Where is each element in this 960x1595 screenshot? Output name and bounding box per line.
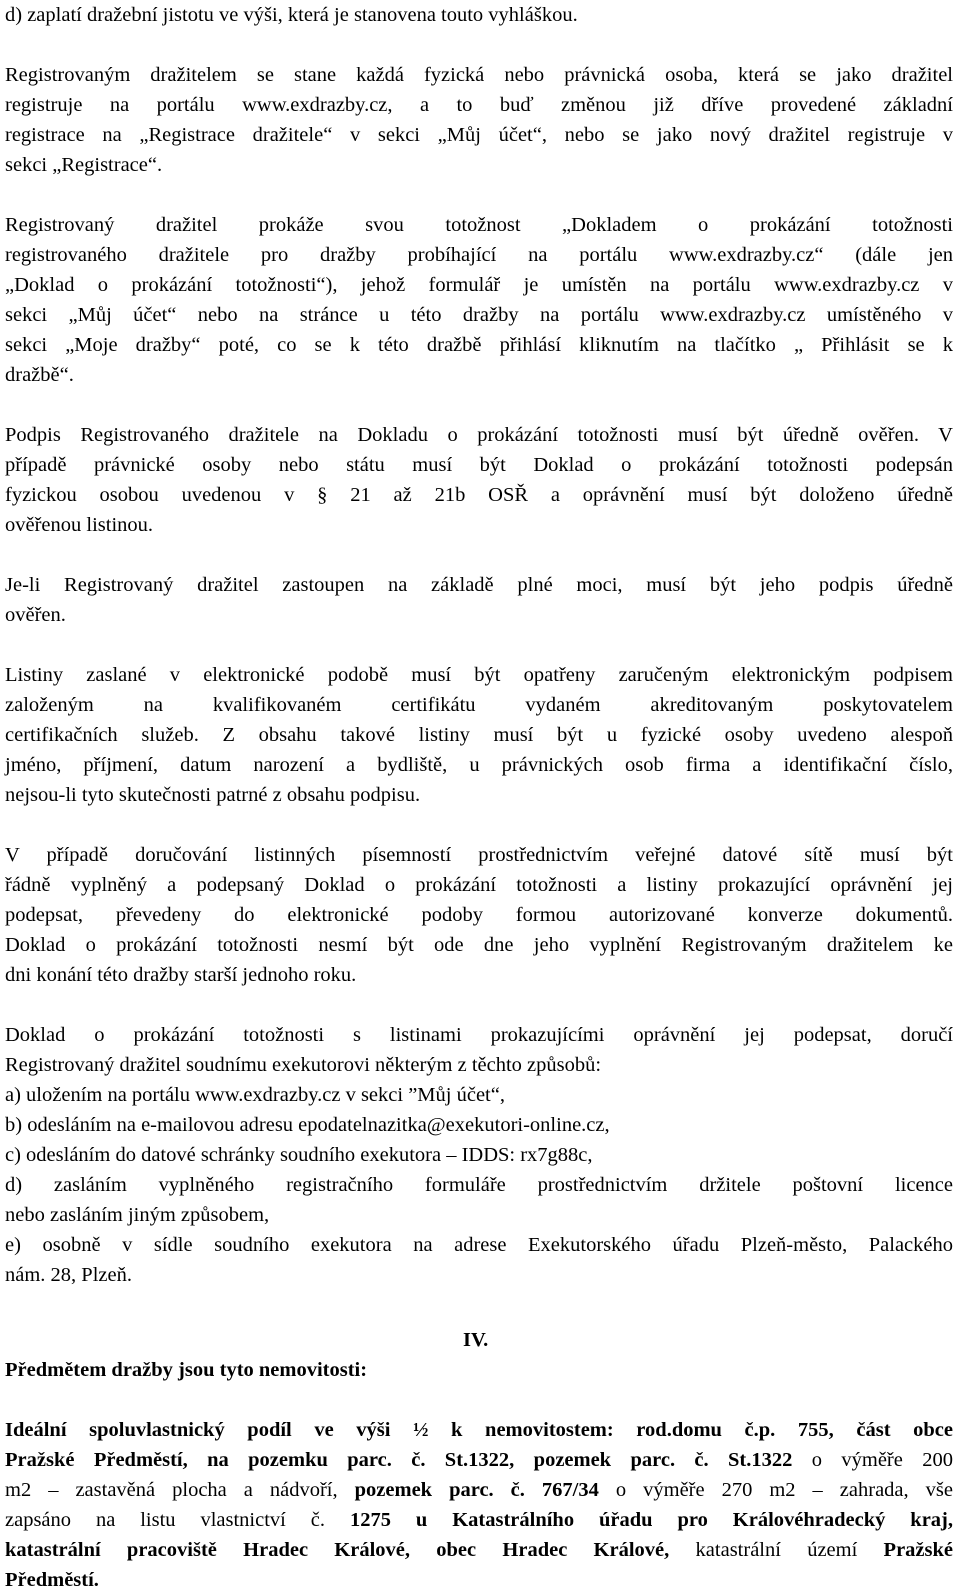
text-normal: o výměře 270 m2 – zahrada, vše — [598, 1479, 953, 1501]
text-line: sekci „Registrace“. — [5, 154, 163, 176]
text-line: registrace na „Registrace dražitele“ v sekci „Můj účet“, nebo se jako nový dražitel registruje v — [5, 124, 953, 146]
text-line: V případě doručování listinných písemností prostřednictvím veřejné datové sítě musí být — [5, 844, 953, 866]
text-line: dni konání této dražby starší jednoho roku. — [5, 964, 357, 986]
paragraph-signature — [5, 420, 953, 540]
paragraph-deposit — [5, 0, 953, 30]
text-bold: Pražské Předměstí, na pozemku parc. č. St.1322, pozemek parc. č. St.1322 — [5, 1449, 793, 1471]
section-number: IV. — [463, 1329, 489, 1351]
text-bold: 1275 u Katastrálního úřadu pro Královéhradecký kraj, — [349, 1509, 953, 1531]
document-page — [5, 0, 953, 1595]
text-line: registrovaného dražitele pro dražby probíhající na portálu www.exdrazby.cz“ (dále jen — [5, 244, 953, 266]
text-line: Doklad o prokázání totožnosti nesmí být ode dne jeho vyplnění Registrovaným dražitelem ke — [5, 934, 953, 956]
paragraph-electronic-signature — [5, 660, 953, 810]
list-item: c) odesláním do datové schránky soudního exekutora – IDDS: rx7g88c, — [5, 1144, 593, 1166]
text-bold: pozemek parc. č. 767/34 — [354, 1479, 599, 1501]
text-line: dražbě“. — [5, 364, 74, 386]
paragraph-delivery-methods — [5, 1020, 953, 1290]
text-line: Listiny zaslané v elektronické podobě musí být opatřeny zaručeným elektronickým podpisem — [5, 664, 953, 686]
text-line: fyzickou osobou uvedenou v § 21 až 21b OSŘ a oprávnění musí být doloženo úředně — [5, 484, 953, 506]
paragraph-registration — [5, 60, 953, 180]
text-line: případě právnické osoby nebo státu musí být Doklad o prokázání totožnosti podepsán — [5, 454, 953, 476]
text-line: ověřen. — [5, 604, 66, 626]
text-line: podepsat, převedeny do elektronické podoby formou autorizované konverze dokumentů. — [5, 904, 953, 926]
list-item: b) odesláním na e-mailovou adresu epodatelnazitka@exekutori-online.cz, — [5, 1114, 610, 1136]
text-line: sekci „Moje dražby“ poté, co se k této dražbě přihlásí kliknutím na tlačítko „ Přihlásit se k — [5, 334, 953, 356]
paragraph-data-network — [5, 840, 953, 990]
text-line: jméno, příjmení, datum narození a bydliště, u právnických osob firma a identifikační číslo, — [5, 754, 953, 776]
paragraph-identity-proof — [5, 210, 953, 390]
text-normal: m2 – zastavěná plocha a nádvoří, — [5, 1479, 355, 1501]
list-item: d) zasláním vyplněného registračního formuláře prostřednictvím držitele poštovní licence — [5, 1174, 953, 1196]
paragraph-power-of-attorney — [5, 570, 953, 630]
text-line: ověřenou listinou. — [5, 514, 154, 536]
text-line: Registrovaným dražitelem se stane každá fyzická nebo právnická osoba, která se jako dražitel — [5, 64, 953, 86]
list-item: a) uložením na portálu www.exdrazby.cz v sekci ”Můj účet“, — [5, 1084, 505, 1106]
list-item-continuation: nebo zasláním jiným způsobem, — [5, 1204, 270, 1226]
text-line: Registrovaný dražitel prokáže svou totožnost „Dokladem o prokázání totožnosti — [5, 214, 953, 236]
section-heading: Předmětem dražby jsou tyto nemovitosti: — [5, 1359, 368, 1381]
text-line: „Doklad o prokázání totožnosti“), jehož formulář je umístěn na portálu www.exdrazby.cz v — [5, 274, 953, 296]
text-line: Podpis Registrovaného dražitele na Dokladu o prokázání totožnosti musí být úředně ověřen. V — [5, 424, 953, 446]
text-line: certifikačních služeb. Z obsahu takové listiny musí být u fyzické osoby uvedeno alespoň — [5, 724, 953, 746]
list-item-continuation: nám. 28, Plzeň. — [5, 1264, 132, 1286]
text-normal: katastrální území — [669, 1539, 884, 1561]
text-line: Ideální spoluvlastnický podíl ve výši ½ k nemovitostem: rod.domu č.p. 755, část obce — [5, 1419, 953, 1441]
paragraph-property — [5, 1415, 953, 1595]
text-bold: katastrální pracoviště Hradec Králové, obec Hradec Králové, — [5, 1539, 670, 1561]
text-line — [5, 1535, 953, 1565]
text-line: Předměstí. — [5, 1569, 99, 1591]
section-header — [5, 1325, 953, 1385]
text-line: registruje na portálu www.exdrazby.cz, a to buď změnou již dříve provedené základní — [5, 94, 953, 116]
text-line: Registrovaný dražitel soudnímu exekutorovi některým z těchto způsobů: — [5, 1054, 602, 1076]
text-line — [5, 1445, 953, 1475]
text-line: Je-li Registrovaný dražitel zastoupen na základě plné moci, musí být jeho podpis úředně — [5, 574, 953, 596]
text-bold: Pražské — [883, 1539, 953, 1561]
text-line: nejsou-li tyto skutečnosti patrné z obsahu podpisu. — [5, 784, 421, 806]
text-normal: o výměře 200 — [792, 1449, 953, 1471]
text-line: sekci „Můj účet“ nebo na stránce u této dražby na portálu www.exdrazby.cz umístěného v — [5, 304, 953, 326]
text-line: Doklad o prokázání totožnosti s listinami prokazujícími oprávnění jej podepsat, doručí — [5, 1024, 953, 1046]
list-item: e) osobně v sídle soudního exekutora na adrese Exekutorského úřadu Plzeň-město, Palackého — [5, 1234, 953, 1256]
text-line: řádně vyplněný a podepsaný Doklad o prokázání totožnosti a listiny prokazující oprávnění jej — [5, 874, 953, 896]
text-normal: zapsáno na listu vlastnictví č. — [5, 1509, 350, 1531]
text-line: založeným na kvalifikovaném certifikátu vydaném akreditovaným poskytovatelem — [5, 694, 953, 716]
text-line: d) zaplatí dražební jistotu ve výši, která je stanovena touto vyhláškou. — [5, 4, 578, 26]
text-line — [5, 1505, 953, 1535]
text-line — [5, 1475, 953, 1505]
